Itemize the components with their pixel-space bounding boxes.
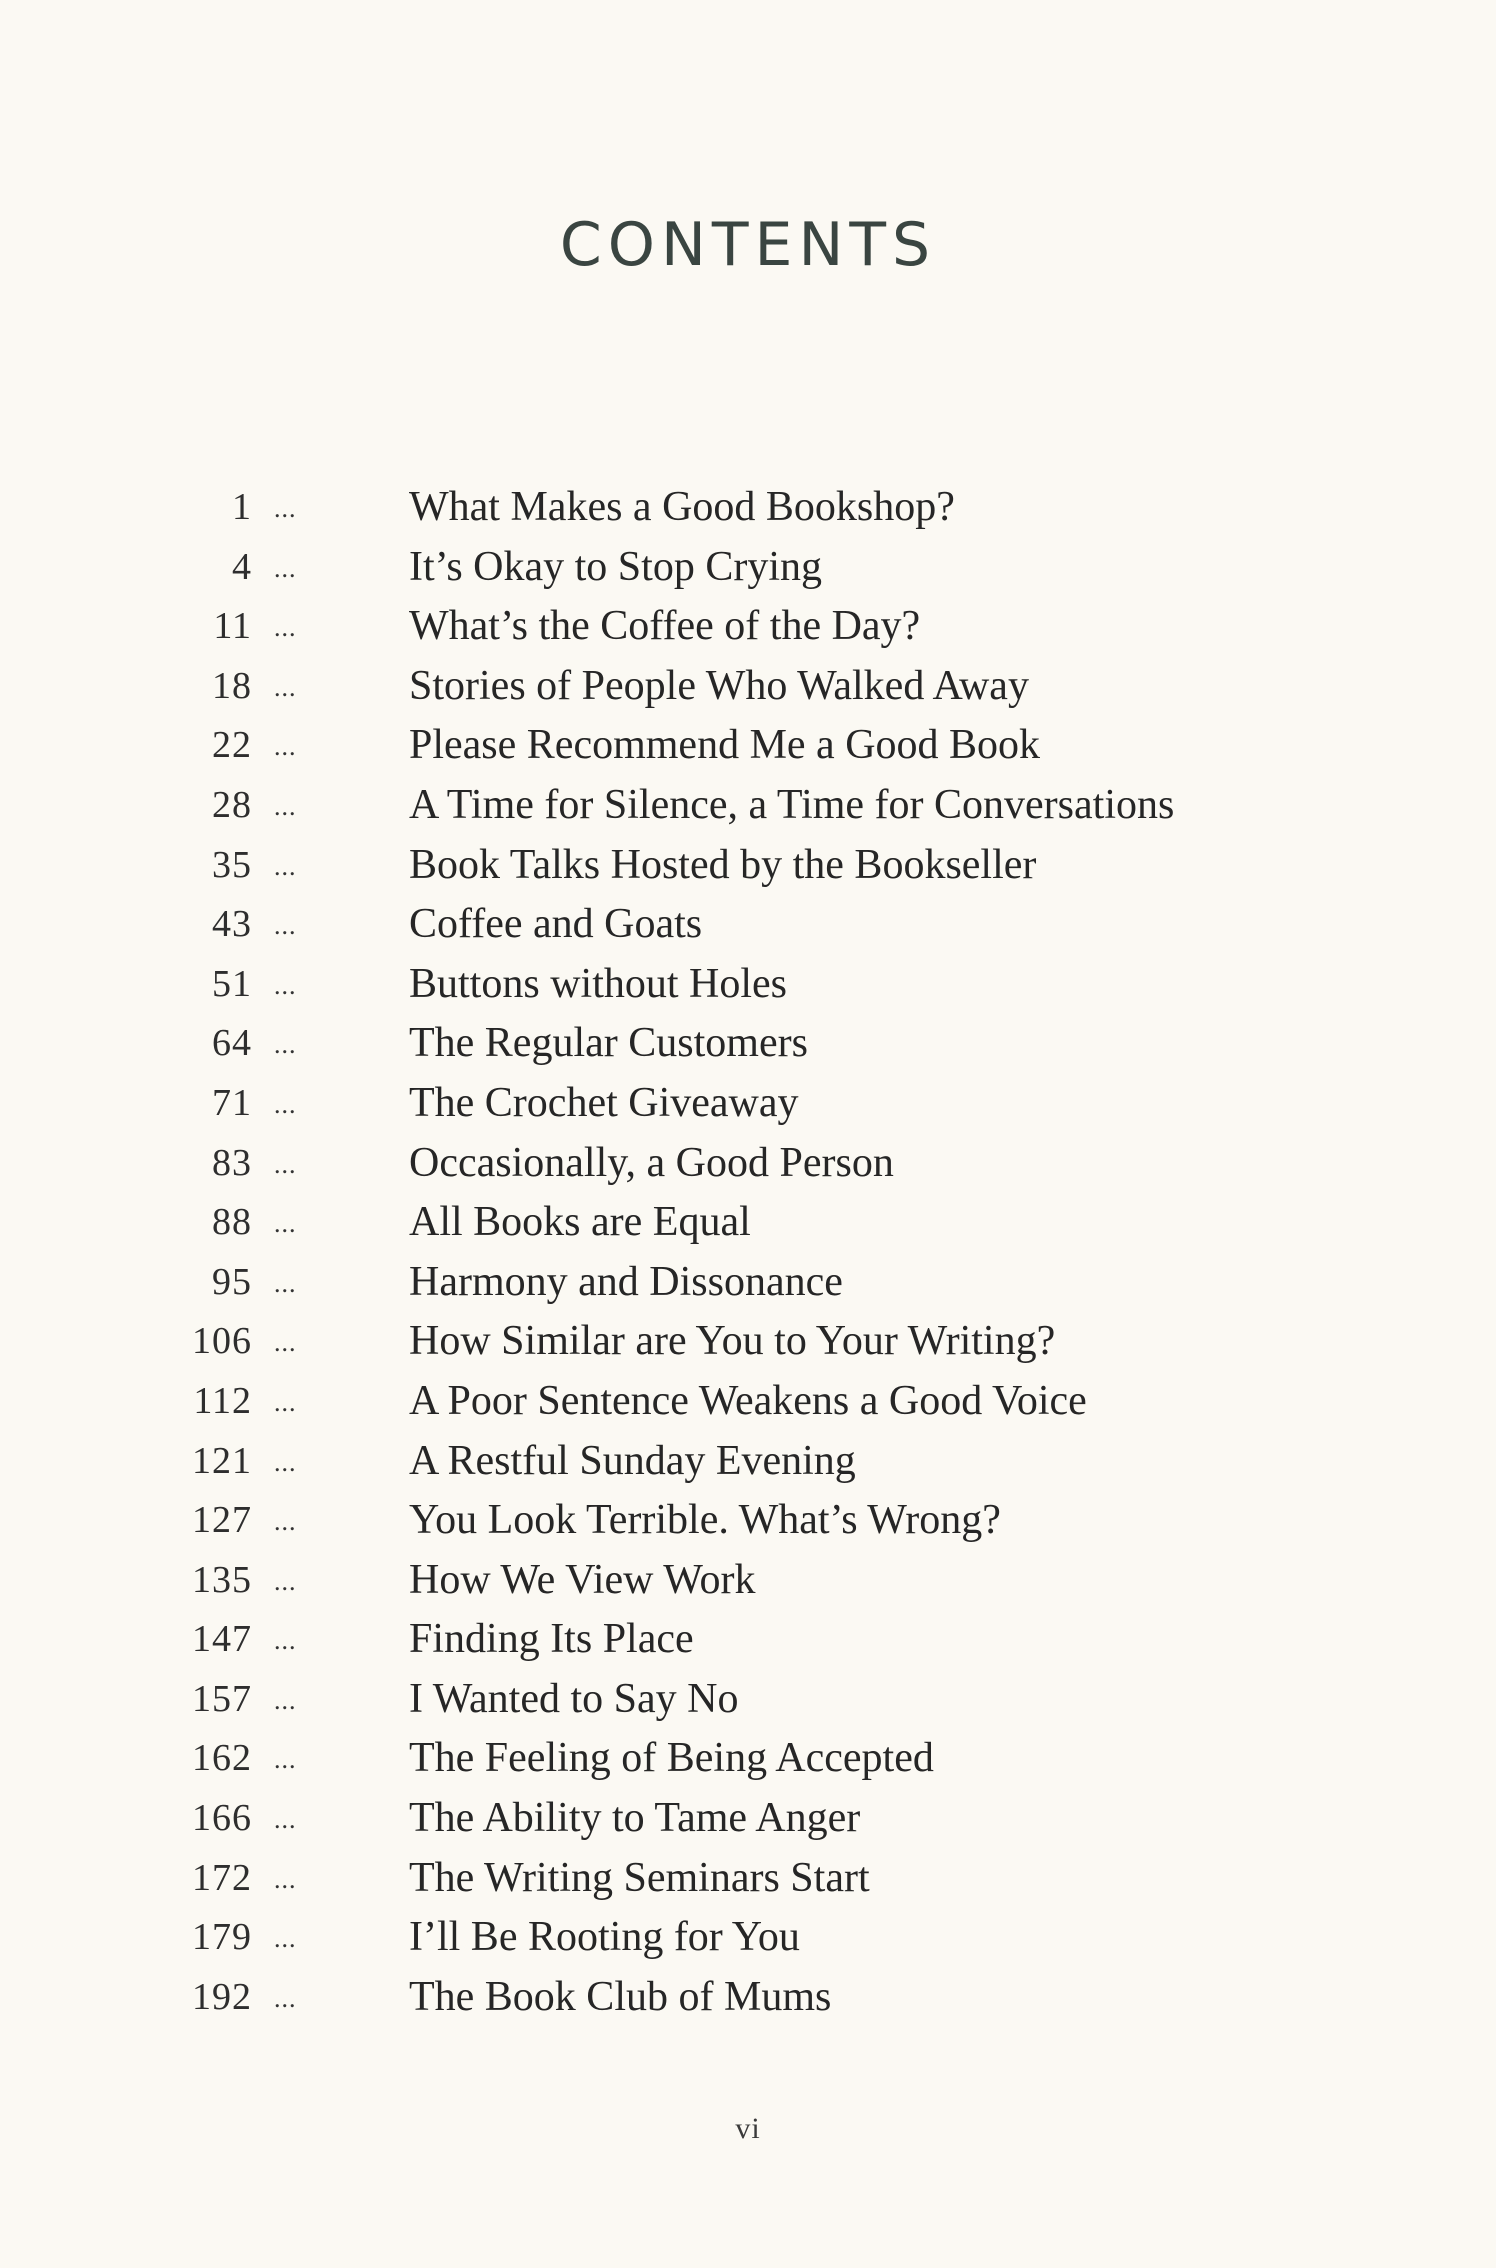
toc-chapter-title: Stories of People Who Walked Away (409, 662, 1029, 709)
toc-page-number: 4 (232, 545, 252, 588)
toc-entry (0, 716, 1496, 776)
toc-leader-dots: ... (274, 1983, 297, 2013)
toc-entry (0, 1789, 1496, 1849)
toc-chapter-title: The Writing Seminars Start (409, 1854, 870, 1901)
toc-page-number: 51 (212, 962, 252, 1005)
toc-page-number: 147 (192, 1618, 252, 1661)
toc-leader-dots: ... (274, 613, 297, 643)
toc-page-number: 83 (212, 1141, 252, 1184)
toc-entry (0, 1849, 1496, 1909)
toc-entry (0, 776, 1496, 836)
toc-entry (0, 895, 1496, 955)
toc-chapter-title: A Restful Sunday Evening (409, 1437, 856, 1484)
toc-entry (0, 1670, 1496, 1730)
page-number: vi (735, 2112, 761, 2145)
toc-entry (0, 1312, 1496, 1372)
page-title: CONTENTS (559, 210, 937, 280)
toc-page-number: 121 (192, 1439, 252, 1482)
toc-leader-dots: ... (274, 791, 297, 821)
toc-chapter-title: It’s Okay to Stop Crying (409, 543, 823, 590)
toc-leader-dots: ... (274, 1447, 297, 1477)
toc-leader-dots: ... (274, 1685, 297, 1715)
toc-entry (0, 1014, 1496, 1074)
toc-page-number: 179 (192, 1916, 252, 1959)
toc-chapter-title: What’s the Coffee of the Day? (409, 603, 921, 650)
toc-leader-dots: ... (274, 494, 297, 523)
toc-leader-dots: ... (274, 1805, 297, 1835)
toc-chapter-title: All Books are Equal (409, 1199, 751, 1246)
toc-leader-dots: ... (274, 1268, 297, 1298)
toc-entry (0, 1491, 1496, 1551)
toc-chapter-title: You Look Terrible. What’s Wrong? (409, 1497, 1001, 1544)
table-of-contents (0, 478, 1496, 2027)
toc-page-number: 71 (212, 1081, 252, 1124)
toc-leader-dots: ... (274, 1924, 297, 1954)
toc-chapter-title: What Makes a Good Bookshop? (409, 484, 955, 530)
toc-chapter-title: Finding Its Place (409, 1616, 694, 1663)
toc-page-number: 22 (212, 724, 252, 767)
toc-chapter-title: The Book Club of Mums (409, 1973, 832, 2020)
toc-chapter-title: The Ability to Tame Anger (409, 1795, 861, 1842)
toc-leader-dots: ... (274, 672, 297, 702)
toc-entry (0, 1432, 1496, 1492)
toc-chapter-title: I Wanted to Say No (409, 1675, 739, 1722)
toc-entry (0, 1134, 1496, 1194)
toc-entry (0, 1074, 1496, 1134)
toc-entry (0, 597, 1496, 657)
toc-leader-dots: ... (274, 911, 297, 941)
toc-leader-dots: ... (274, 732, 297, 762)
toc-chapter-title: The Crochet Giveaway (409, 1079, 799, 1126)
toc-chapter-title: Harmony and Dissonance (409, 1258, 843, 1305)
toc-entry (0, 1729, 1496, 1789)
toc-leader-dots: ... (274, 1328, 297, 1358)
toc-chapter-title: The Feeling of Being Accepted (409, 1735, 934, 1782)
toc-page-number: 127 (192, 1499, 252, 1542)
toc-leader-dots: ... (274, 1566, 297, 1596)
toc-entry (0, 836, 1496, 896)
toc-page-number: 162 (192, 1737, 252, 1780)
toc-chapter-title: Buttons without Holes (409, 960, 788, 1007)
toc-page-number: 64 (212, 1022, 252, 1065)
toc-leader-dots: ... (274, 1626, 297, 1656)
toc-chapter-title: Please Recommend Me a Good Book (409, 722, 1041, 769)
toc-entry (0, 478, 1496, 538)
toc-chapter-title: How Similar are You to Your Writing? (409, 1318, 1056, 1365)
toc-page-number: 18 (212, 664, 252, 707)
toc-chapter-title: Coffee and Goats (409, 901, 703, 948)
toc-page-number: 28 (212, 783, 252, 826)
toc-leader-dots: ... (274, 851, 297, 881)
toc-chapter-title: I’ll Be Rooting for You (409, 1914, 800, 1961)
toc-entry (0, 1968, 1496, 2028)
toc-entry (0, 1908, 1496, 1968)
toc-page-number: 88 (212, 1201, 252, 1244)
toc-leader-dots: ... (274, 1089, 297, 1119)
toc-leader-dots: ... (274, 553, 297, 583)
toc-entry (0, 955, 1496, 1015)
toc-page-number: 135 (192, 1558, 252, 1601)
toc-chapter-title: Occasionally, a Good Person (409, 1139, 894, 1186)
toc-chapter-title: A Time for Silence, a Time for Conversations (409, 781, 1175, 828)
toc-chapter-title: The Regular Customers (409, 1020, 808, 1067)
toc-leader-dots: ... (274, 1507, 297, 1537)
toc-leader-dots: ... (274, 970, 297, 1000)
toc-page-number: 35 (212, 843, 252, 886)
toc-chapter-title: A Poor Sentence Weakens a Good Voice (409, 1377, 1087, 1424)
toc-page-number: 112 (193, 1379, 252, 1422)
toc-page-number: 192 (192, 1975, 252, 2018)
toc-entry (0, 1193, 1496, 1253)
toc-page-number: 11 (213, 605, 252, 648)
toc-leader-dots: ... (274, 1209, 297, 1239)
toc-leader-dots: ... (274, 1149, 297, 1179)
toc-leader-dots: ... (274, 1864, 297, 1894)
toc-page-number: 157 (192, 1677, 252, 1720)
toc-entry (0, 538, 1496, 598)
toc-page-number: 1 (232, 486, 252, 528)
toc-entry (0, 1551, 1496, 1611)
toc-chapter-title: How We View Work (409, 1556, 756, 1603)
toc-page-number: 43 (212, 903, 252, 946)
toc-leader-dots: ... (274, 1387, 297, 1417)
toc-leader-dots: ... (274, 1030, 297, 1060)
toc-entry (0, 1610, 1496, 1670)
toc-entry (0, 1372, 1496, 1432)
toc-leader-dots: ... (274, 1745, 297, 1775)
toc-page-number: 106 (192, 1320, 252, 1363)
toc-entry (0, 1253, 1496, 1313)
toc-page-number: 95 (212, 1260, 252, 1303)
toc-chapter-title: Book Talks Hosted by the Bookseller (409, 841, 1037, 888)
toc-page-number: 172 (192, 1856, 252, 1899)
toc-page-number: 166 (192, 1797, 252, 1840)
toc-entry (0, 657, 1496, 717)
